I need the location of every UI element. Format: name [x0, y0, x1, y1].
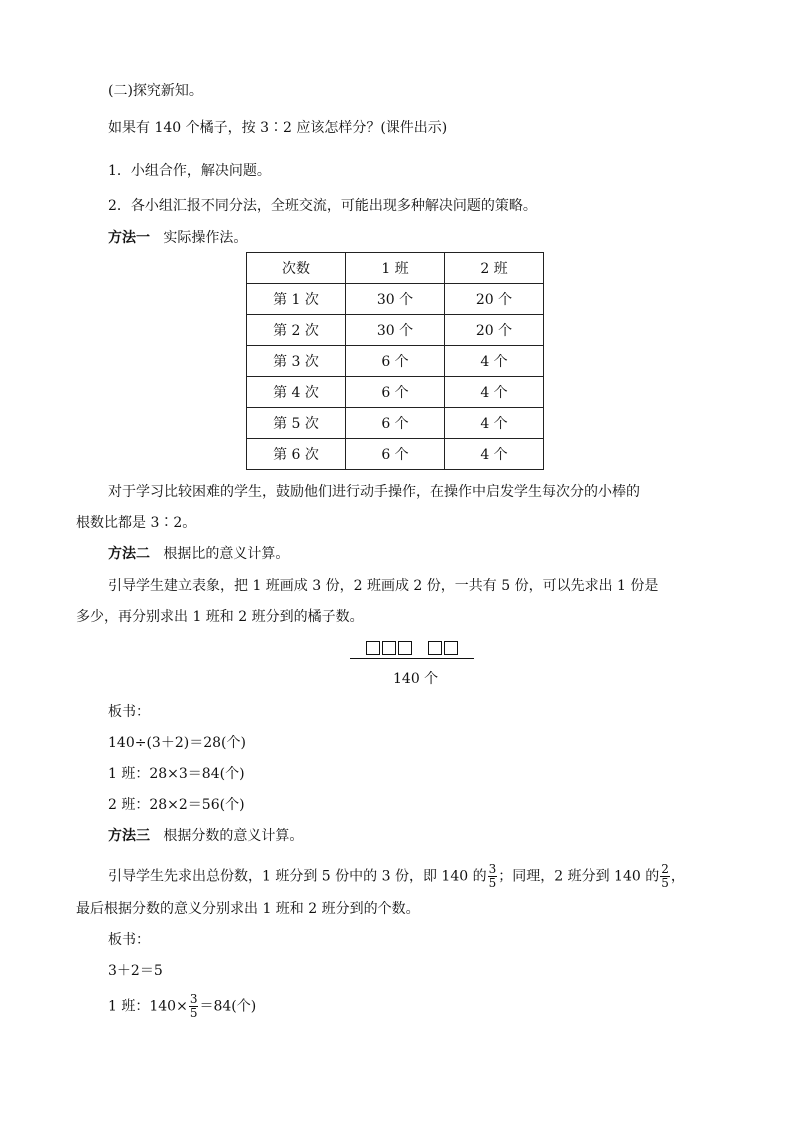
table-cell: 4 个 [445, 346, 544, 377]
table-row [247, 346, 544, 377]
fraction-numerator: 3 [488, 862, 497, 876]
method-1-heading [108, 228, 247, 248]
method-2-text: 根据比的意义计算。 [163, 546, 290, 562]
fraction-three-fifths [488, 863, 498, 890]
class-2-box [444, 641, 458, 655]
table-header-cell: 次数 [247, 253, 346, 284]
table-cell: 6 个 [346, 439, 445, 470]
table-cell: 第 4 次 [247, 377, 346, 408]
method-1-text: 实际操作法。 [163, 230, 248, 246]
class-1-box [398, 641, 412, 655]
step-2: 2．各小组汇报不同分法，全班交流，可能出现多种解决问题的策略。 [108, 198, 537, 214]
diagram-underline [350, 658, 474, 659]
fraction-numerator: 2 [661, 862, 669, 876]
method-3-desc-line-2: 最后根据分数的意义分别求出 1 班和 2 班分到的个数。 [76, 901, 420, 917]
board-label: 板书： [108, 704, 150, 720]
table-cell: 第 2 次 [247, 315, 346, 346]
diagram-total-label: 140 个 [393, 671, 439, 687]
table-cell: 4 个 [445, 408, 544, 439]
method-3-desc-part-2: ；同理，2 班分到 140 的 [498, 868, 660, 885]
table-row [247, 284, 544, 315]
class-2-box [428, 641, 442, 655]
method-2-desc-line-1: 引导学生建立表象，把 1 班画成 3 份，2 班画成 2 份，一共有 5 份，可以先求出 1 份是 [108, 578, 659, 594]
fraction-denominator: 5 [661, 876, 669, 890]
table-cell: 第 5 次 [247, 408, 346, 439]
method-2-label: 方法二 [108, 546, 150, 562]
method-3-desc-part-1: 引导学生先求出总份数，1 班分到 5 份中的 3 份，即 140 的 [108, 868, 487, 885]
table-cell: 20 个 [445, 284, 544, 315]
table-cell: 第 6 次 [247, 439, 346, 470]
calc-line-5 [108, 993, 256, 1020]
method-2-heading [108, 544, 289, 564]
distribution-table [246, 252, 544, 470]
table-row [247, 439, 544, 470]
calc-5-part-2: ＝84(个) [199, 998, 257, 1015]
calc-line-4: 3＋2＝5 [108, 963, 163, 979]
table-row [247, 377, 544, 408]
method-3-desc-part-3: ， [670, 868, 685, 885]
fraction-two-fifths [660, 863, 670, 890]
table-cell: 第 3 次 [247, 346, 346, 377]
method-1-note-line-2: 根数比都是 3∶2。 [76, 515, 197, 531]
table-header-cell: 1 班 [346, 253, 445, 284]
table-cell: 6 个 [346, 346, 445, 377]
table-cell: 30 个 [346, 315, 445, 346]
section-title: (二)探究新知。 [108, 83, 203, 99]
table-row [247, 408, 544, 439]
table-cell: 6 个 [346, 377, 445, 408]
class-1-box [366, 641, 380, 655]
table-header-row [247, 253, 544, 284]
table-cell: 4 个 [445, 377, 544, 408]
fraction-denominator: 5 [488, 876, 497, 890]
fraction-three-fifths [189, 993, 199, 1020]
method-3-desc-line-1 [108, 863, 685, 890]
fraction-numerator: 3 [189, 992, 198, 1006]
method-3-text: 根据分数的意义计算。 [163, 828, 304, 844]
table-cell: 第 1 次 [247, 284, 346, 315]
segment-diagram [350, 640, 474, 660]
method-1-note-line-1: 对于学习比较困难的学生，鼓励他们进行动手操作，在操作中启发学生每次分的小棒的 [108, 484, 640, 500]
step-1: 1．小组合作，解决问题。 [108, 163, 271, 179]
table-cell: 4 个 [445, 439, 544, 470]
calc-line-3: 2 班：28×2＝56(个) [108, 797, 245, 813]
table-cell: 20 个 [445, 315, 544, 346]
method-1-label: 方法一 [108, 230, 150, 246]
fraction-denominator: 5 [189, 1006, 198, 1020]
method-3-heading [108, 826, 303, 846]
table-header-cell: 2 班 [445, 253, 544, 284]
calc-line-1: 140÷(3＋2)＝28(个) [108, 735, 246, 751]
calc-5-part-1: 1 班：140× [108, 998, 188, 1015]
table-cell: 6 个 [346, 408, 445, 439]
question-text: 如果有 140 个橘子，按 3∶2 应该怎样分？(课件出示) [108, 120, 448, 136]
method-2-desc-line-2: 多少，再分别求出 1 班和 2 班分到的橘子数。 [76, 609, 364, 625]
method-3-label: 方法三 [108, 828, 150, 844]
table-cell: 30 个 [346, 284, 445, 315]
table-row [247, 315, 544, 346]
calc-line-2: 1 班：28×3＝84(个) [108, 766, 245, 782]
class-1-box [382, 641, 396, 655]
board-label-2: 板书： [108, 932, 150, 948]
